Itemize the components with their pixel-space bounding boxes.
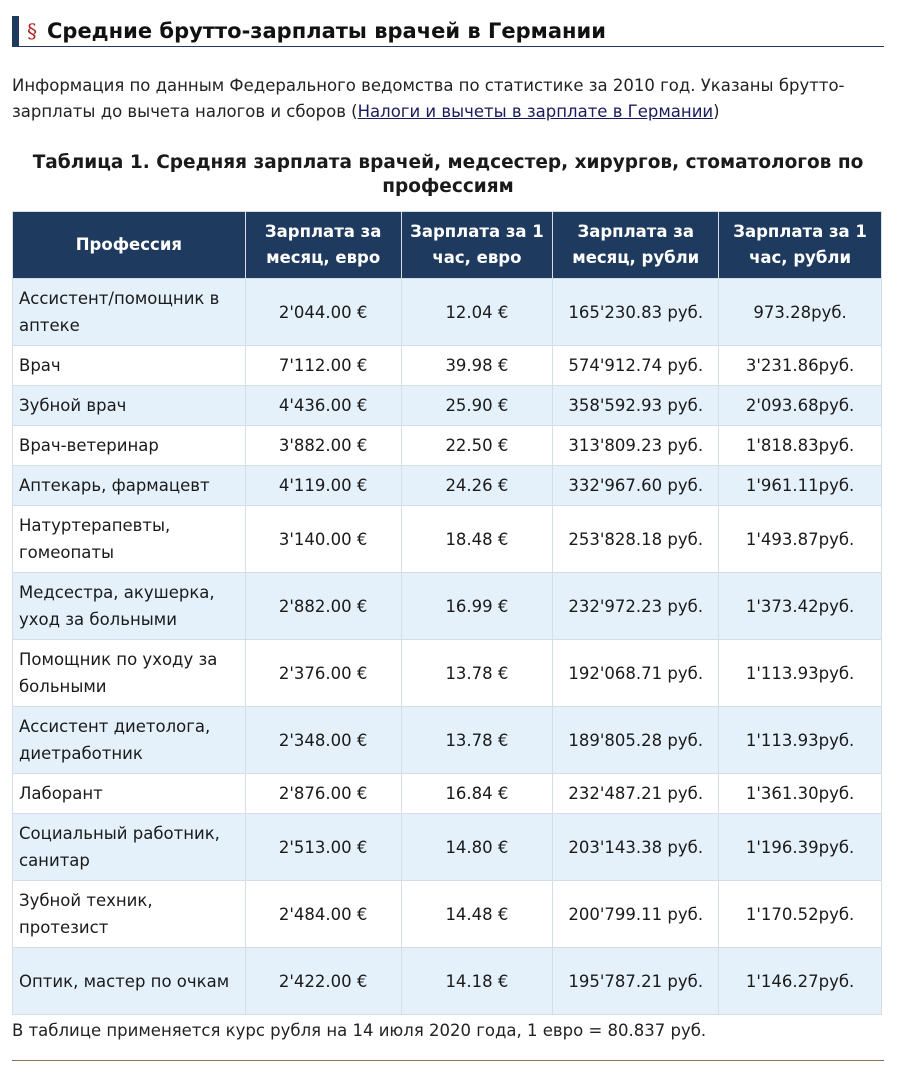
profession-cell: Помощник по уходу за больными — [13, 640, 246, 707]
month-rub-cell: 203'143.38 руб. — [553, 814, 719, 881]
hour-eur-cell: 16.84 € — [401, 774, 553, 814]
month-rub-cell: 253'828.18 руб. — [553, 506, 719, 573]
profession-cell: Зубной врач — [13, 386, 246, 426]
month-eur-cell: 2'422.00 € — [245, 948, 401, 1015]
table-row — [13, 881, 882, 948]
hour-eur-cell: 13.78 € — [401, 640, 553, 707]
month-rub-cell: 358'592.93 руб. — [553, 386, 719, 426]
table-row — [13, 814, 882, 881]
month-rub-cell: 232'487.21 руб. — [553, 774, 719, 814]
column-header-hour-rub: Зарплата за 1 час, рубли — [719, 212, 882, 279]
month-eur-cell: 2'876.00 € — [245, 774, 401, 814]
hour-eur-cell: 25.90 € — [401, 386, 553, 426]
profession-cell: Социальный работник, санитар — [13, 814, 246, 881]
month-rub-cell: 189'805.28 руб. — [553, 707, 719, 774]
table-row — [13, 466, 882, 506]
section-heading — [12, 16, 884, 47]
month-rub-cell: 165'230.83 руб. — [553, 279, 719, 346]
hour-eur-cell: 14.80 € — [401, 814, 553, 881]
hour-rub-cell: 1'113.93руб. — [719, 640, 882, 707]
month-rub-cell: 195'787.21 руб. — [553, 948, 719, 1015]
hour-rub-cell: 1'961.11руб. — [719, 466, 882, 506]
table-header-row — [13, 212, 882, 279]
profession-cell: Зубной техник, протезист — [13, 881, 246, 948]
hour-eur-cell: 14.48 € — [401, 881, 553, 948]
hour-rub-cell: 1'373.42руб. — [719, 573, 882, 640]
table-caption: Таблица 1. Средняя зарплата врачей, медсестер, хирургов, стоматологов по профессиям — [32, 152, 864, 197]
table-row — [13, 279, 882, 346]
hour-rub-cell: 1'361.30руб. — [719, 774, 882, 814]
month-eur-cell: 3'882.00 € — [245, 426, 401, 466]
exchange-rate-note: В таблице применяется курс рубля на 14 июля 2020 года, 1 евро = 80.837 руб. — [12, 1021, 707, 1040]
hour-eur-cell: 12.04 € — [401, 279, 553, 346]
column-header-month-rub: Зарплата за месяц, рубли — [553, 212, 719, 279]
profession-cell: Ассистент диетолога, диетработник — [13, 707, 246, 774]
page-title: Средние брутто-зарплаты врачей в Германии — [47, 19, 606, 43]
month-rub-cell: 192'068.71 руб. — [553, 640, 719, 707]
table-row — [13, 774, 882, 814]
column-header-profession: Профессия — [13, 212, 246, 279]
hour-eur-cell: 22.50 € — [401, 426, 553, 466]
profession-cell: Врач — [13, 346, 246, 386]
table-row — [13, 707, 882, 774]
column-header-month-eur: Зарплата за месяц, евро — [245, 212, 401, 279]
hour-eur-cell: 18.48 € — [401, 506, 553, 573]
hour-eur-cell: 14.18 € — [401, 948, 553, 1015]
hour-rub-cell: 1'196.39руб. — [719, 814, 882, 881]
month-rub-cell: 313'809.23 руб. — [553, 426, 719, 466]
month-rub-cell: 574'912.74 руб. — [553, 346, 719, 386]
month-eur-cell: 2'044.00 € — [245, 279, 401, 346]
hour-rub-cell: 1'818.83руб. — [719, 426, 882, 466]
hour-rub-cell: 1'146.27руб. — [719, 948, 882, 1015]
month-eur-cell: 4'436.00 € — [245, 386, 401, 426]
month-eur-cell: 2'513.00 € — [245, 814, 401, 881]
hour-rub-cell: 1'493.87руб. — [719, 506, 882, 573]
month-eur-cell: 4'119.00 € — [245, 466, 401, 506]
month-eur-cell: 2'376.00 € — [245, 640, 401, 707]
intro-paragraph — [12, 73, 884, 125]
hour-eur-cell: 24.26 € — [401, 466, 553, 506]
hour-rub-cell: 3'231.86руб. — [719, 346, 882, 386]
month-eur-cell: 2'882.00 € — [245, 573, 401, 640]
hour-rub-cell: 1'113.93руб. — [719, 707, 882, 774]
table-row — [13, 640, 882, 707]
bottom-divider — [12, 1060, 884, 1061]
salary-table — [12, 211, 882, 1015]
month-rub-cell: 200'799.11 руб. — [553, 881, 719, 948]
profession-cell: Медсестра, акушерка, уход за больными — [13, 573, 246, 640]
intro-text: Информация по данным Федерального ведомства по статистике за 2010 год. Указаны брутто-зарплаты до вычета налогов и сборов ( — [12, 76, 845, 121]
hour-eur-cell: 39.98 € — [401, 346, 553, 386]
hour-rub-cell: 2'093.68руб. — [719, 386, 882, 426]
table-row — [13, 346, 882, 386]
month-eur-cell: 3'140.00 € — [245, 506, 401, 573]
column-header-hour-eur: Зарплата за 1 час, евро — [401, 212, 553, 279]
hour-rub-cell: 1'170.52руб. — [719, 881, 882, 948]
table-row — [13, 506, 882, 573]
profession-cell: Ассистент/помощник в аптеке — [13, 279, 246, 346]
profession-cell: Лаборант — [13, 774, 246, 814]
intro-text-end: ) — [713, 102, 720, 121]
table-row — [13, 573, 882, 640]
hour-eur-cell: 13.78 € — [401, 707, 553, 774]
month-eur-cell: 2'484.00 € — [245, 881, 401, 948]
table-row — [13, 948, 882, 1015]
section-icon: § — [27, 19, 37, 43]
taxes-link[interactable]: Налоги и вычеты в зарплате в Германии — [357, 102, 714, 121]
month-rub-cell: 232'972.23 руб. — [553, 573, 719, 640]
month-rub-cell: 332'967.60 руб. — [553, 466, 719, 506]
hour-eur-cell: 16.99 € — [401, 573, 553, 640]
table-row — [13, 426, 882, 466]
profession-cell: Врач-ветеринар — [13, 426, 246, 466]
month-eur-cell: 2'348.00 € — [245, 707, 401, 774]
table-row — [13, 386, 882, 426]
profession-cell: Оптик, мастер по очкам — [13, 948, 246, 1015]
month-eur-cell: 7'112.00 € — [245, 346, 401, 386]
profession-cell: Аптекарь, фармацевт — [13, 466, 246, 506]
profession-cell: Натуртерапевты, гомеопаты — [13, 506, 246, 573]
hour-rub-cell: 973.28руб. — [719, 279, 882, 346]
article — [12, 16, 884, 1061]
